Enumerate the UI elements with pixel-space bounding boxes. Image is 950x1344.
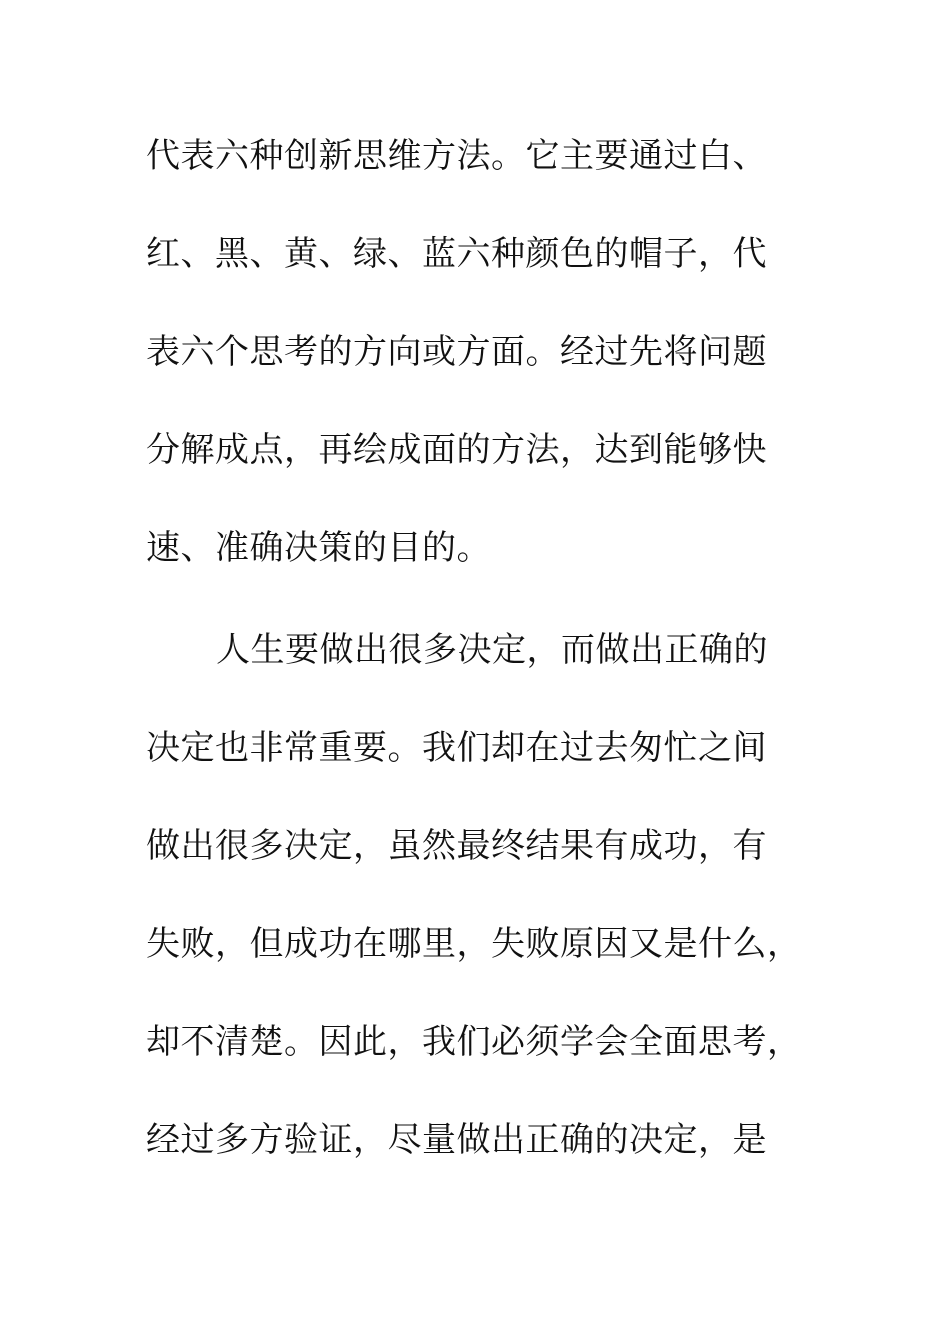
paragraph-2-line-5: 却不清楚。因此，我们必须学会全面思考， bbox=[146, 1022, 802, 1062]
paragraph-1-line-4: 分解成点，再绘成面的方法，达到能够快 bbox=[146, 430, 767, 470]
paragraph-2-line-2: 决定也非常重要。我们却在过去匆忙之间 bbox=[146, 728, 767, 768]
paragraph-2-line-6: 经过多方验证，尽量做出正确的决定，是 bbox=[146, 1120, 767, 1160]
paragraph-1-line-5: 速、准确决策的目的。 bbox=[146, 528, 491, 568]
paragraph-2-line-3: 做出很多决定，虽然最终结果有成功，有 bbox=[146, 826, 767, 866]
paragraph-2-line-4: 失败，但成功在哪里，失败原因又是什么， bbox=[146, 924, 802, 964]
paragraph-1-line-3: 表六个思考的方向或方面。经过先将问题 bbox=[146, 332, 767, 372]
paragraph-1-line-2: 红、黑、黄、绿、蓝六种颜色的帽子，代 bbox=[146, 234, 767, 274]
paragraph-1-line-1: 代表六种创新思维方法。它主要通过白、 bbox=[146, 136, 767, 176]
paragraph-2-line-1: 人生要做出很多决定，而做出正确的 bbox=[216, 630, 768, 670]
